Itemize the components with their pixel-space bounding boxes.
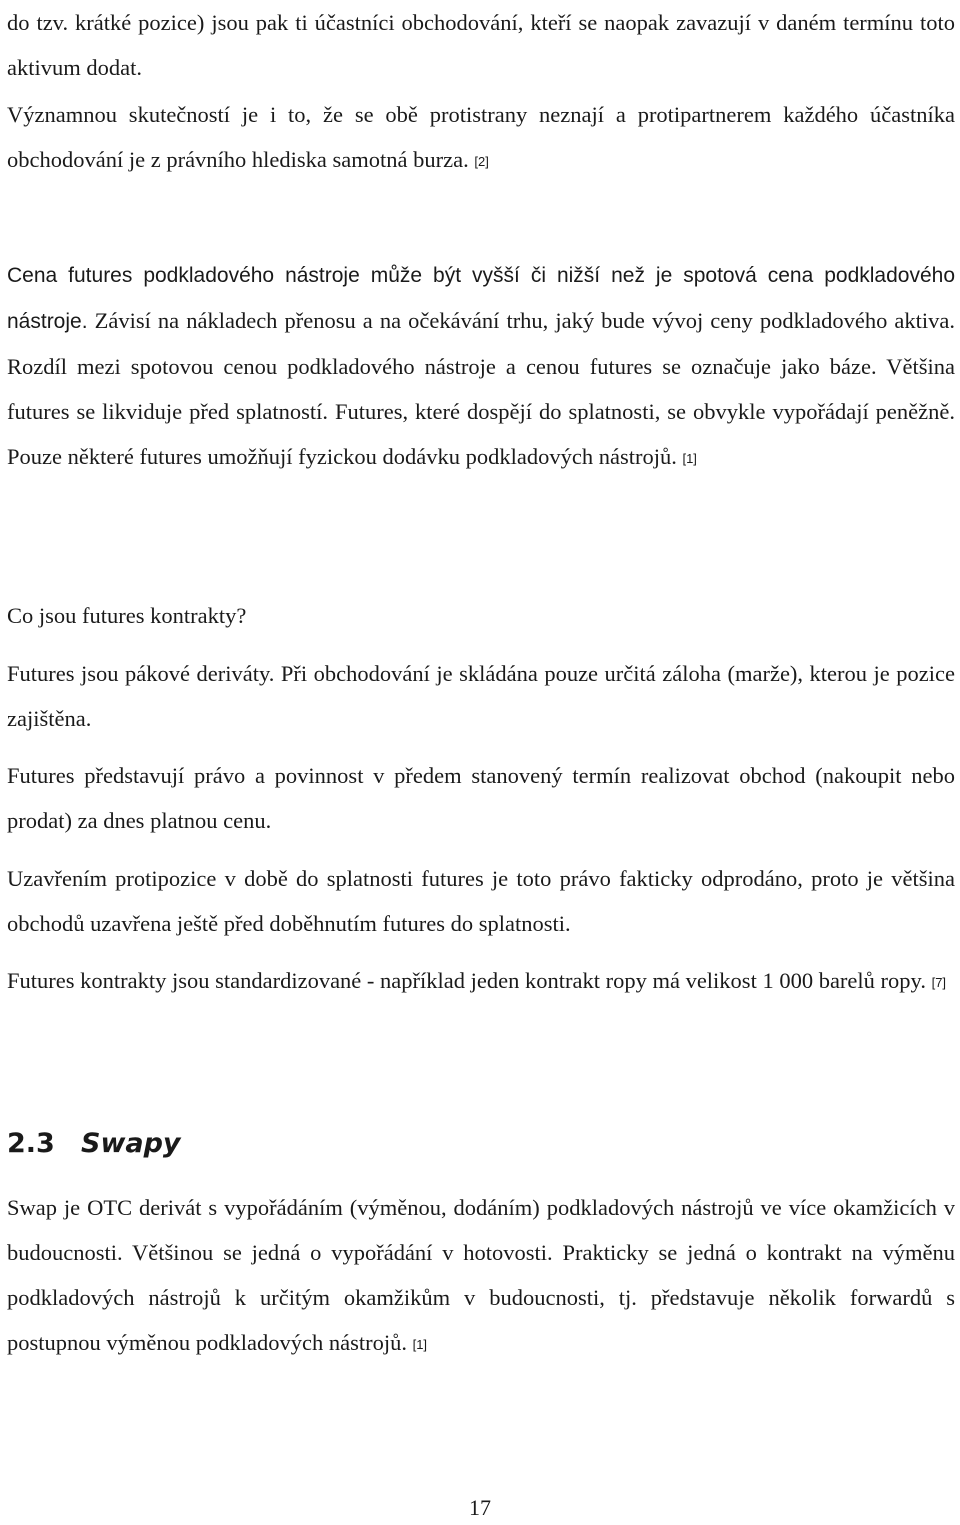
citation-ref: [1] (682, 451, 697, 466)
page-number: 17 (469, 1495, 491, 1520)
paragraph-text: Swap je OTC derivát s vypořádáním (výměnou, dodáním) podkladových nástrojů ve více okamžicích v budoucnosti. Většinou se jedná o vypořádání v hotovosti. Prakticky se jedná o kontrakt na výměnu podkladových nástrojů k určitým okamžikům v budoucnosti, tj. představuje několik forwardů s postupnou výměnou podkladových nástrojů. (7, 1195, 955, 1355)
paragraph-text: do tzv. krátké pozice) jsou pak ti účastníci obchodování, kteří se naopak zavazují v daném termínu toto aktivum dodat. (7, 10, 955, 80)
paragraph-text: Futures představují právo a povinnost v předem stanovený termín realizovat obchod (nakoupit nebo prodat) za dnes platnou cenu. (7, 763, 955, 833)
paragraph-text-sans: Cena futures podkladového nástroje může být vyšší či nižší než je spotová cena podkladového nástroje. (7, 264, 955, 333)
paragraph-text: Závisí na nákladech přenosu a na očekávání trhu, jaký bude vývoj ceny podkladového aktiva. Rozdíl mezi spotovou cenou podkladového nástroje a cenou futures se označuje jako báze. Většina futures se likviduje před splatností. Futures, které dospějí do splatnosti, se obvykle vypořádají peněžně. Pouze některé futures umožňují fyzickou dodávku podkladových nástrojů. (7, 308, 955, 469)
paragraph-text: Uzavřením protipozice v době do splatnosti futures je toto právo fakticky odprodáno, proto je většina obchodů uzavřena ještě před doběhnutím futures do splatnosti. (7, 866, 955, 936)
paragraph-question (7, 593, 955, 638)
paragraph-text: Co jsou futures kontrakty? (7, 603, 247, 628)
section-number: 2.3 (7, 1128, 55, 1159)
paragraph-standardized (7, 958, 955, 1005)
paragraph-futures-price (7, 252, 955, 481)
paragraph-leverage (7, 651, 955, 741)
citation-ref: [7] (931, 975, 947, 990)
paragraph-short-positions (7, 0, 955, 90)
paragraph-text: Futures kontrakty jsou standardizované - například jeden kontrakt ropy má velikost 1 000 barelů ropy. (7, 968, 926, 993)
paragraph-counterparty (7, 92, 955, 184)
paragraph-rights (7, 753, 955, 843)
paragraph-swap (7, 1185, 955, 1367)
paragraph-text: Futures jsou pákové deriváty. Při obchodování je skládána pouze určitá záloha (marže), kterou je pozice zajištěna. (7, 661, 955, 731)
section-heading (7, 1120, 181, 1168)
citation-ref: [2] (474, 154, 489, 169)
citation-ref: [1] (412, 1337, 428, 1352)
section-title: Swapy (81, 1128, 181, 1159)
paragraph-text: Významnou skutečností je i to, že se obě protistrany neznají a protipartnerem každého účastníka obchodování je z právního hlediska samotná burza. (7, 102, 955, 172)
paragraph-closing (7, 856, 955, 946)
